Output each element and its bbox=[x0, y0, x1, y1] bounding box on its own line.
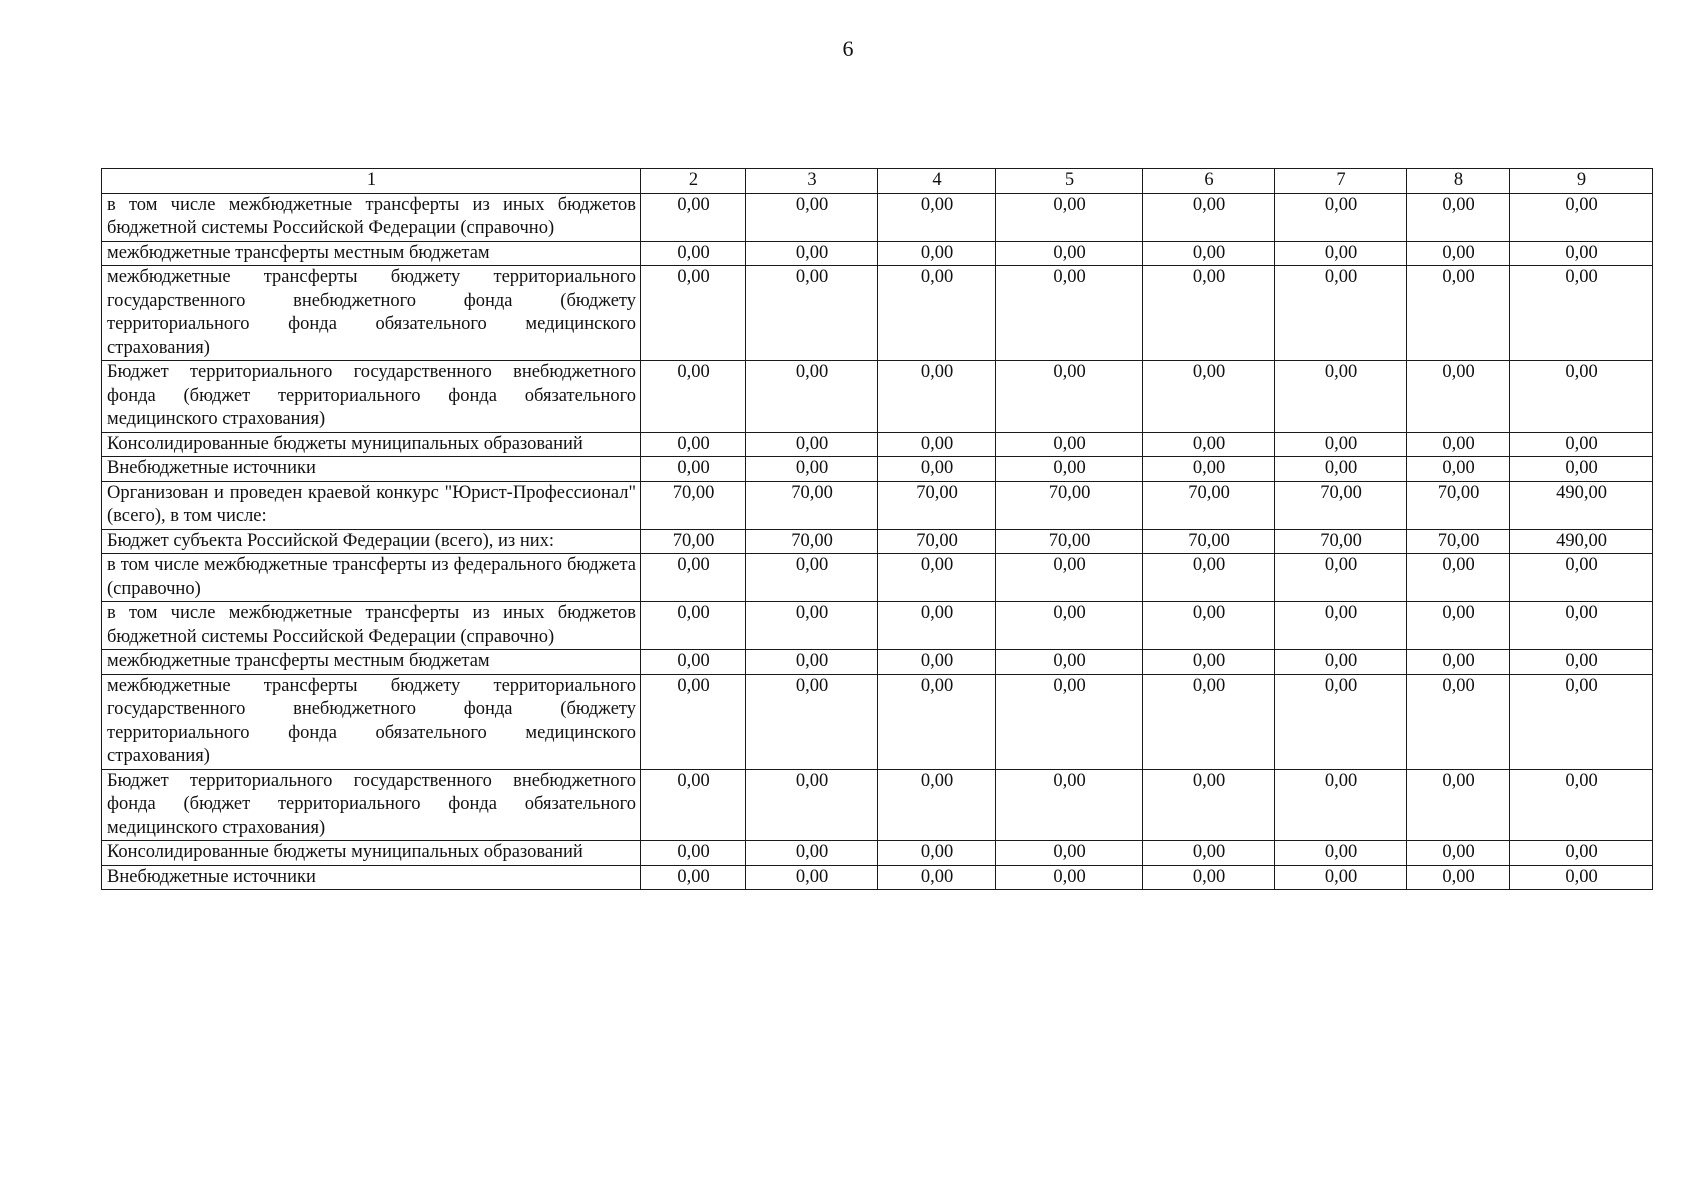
value-cell: 0,00 bbox=[1510, 241, 1653, 266]
table-row bbox=[102, 554, 1653, 602]
value-cell: 0,00 bbox=[878, 361, 996, 433]
table-row bbox=[102, 481, 1653, 529]
value-cell: 0,00 bbox=[1275, 769, 1407, 841]
column-header-6: 6 bbox=[1143, 169, 1275, 194]
value-cell: 0,00 bbox=[878, 865, 996, 890]
column-header-9: 9 bbox=[1510, 169, 1653, 194]
value-cell: 0,00 bbox=[878, 602, 996, 650]
value-cell: 0,00 bbox=[641, 674, 746, 769]
value-cell: 0,00 bbox=[878, 769, 996, 841]
row-label: Внебюджетные источники bbox=[102, 865, 641, 890]
value-cell: 70,00 bbox=[1143, 481, 1275, 529]
table-row bbox=[102, 241, 1653, 266]
value-cell: 0,00 bbox=[1510, 554, 1653, 602]
value-cell: 70,00 bbox=[996, 529, 1143, 554]
header-row bbox=[102, 169, 1653, 194]
value-cell: 0,00 bbox=[996, 602, 1143, 650]
value-cell: 70,00 bbox=[878, 529, 996, 554]
value-cell: 0,00 bbox=[878, 193, 996, 241]
value-cell: 0,00 bbox=[641, 241, 746, 266]
value-cell: 0,00 bbox=[1407, 554, 1510, 602]
value-cell: 0,00 bbox=[996, 841, 1143, 866]
value-cell: 0,00 bbox=[641, 457, 746, 482]
value-cell: 0,00 bbox=[641, 650, 746, 675]
value-cell: 0,00 bbox=[1407, 457, 1510, 482]
value-cell: 0,00 bbox=[746, 602, 878, 650]
value-cell: 0,00 bbox=[1510, 865, 1653, 890]
value-cell: 0,00 bbox=[1275, 266, 1407, 361]
value-cell: 0,00 bbox=[996, 241, 1143, 266]
value-cell: 0,00 bbox=[878, 266, 996, 361]
value-cell: 0,00 bbox=[1275, 650, 1407, 675]
value-cell: 0,00 bbox=[1275, 361, 1407, 433]
value-cell: 70,00 bbox=[1275, 481, 1407, 529]
value-cell: 0,00 bbox=[1143, 841, 1275, 866]
value-cell: 0,00 bbox=[1275, 602, 1407, 650]
row-label: Бюджет субъекта Российской Федерации (всего), из них: bbox=[102, 529, 641, 554]
column-header-1: 1 bbox=[102, 169, 641, 194]
value-cell: 0,00 bbox=[996, 361, 1143, 433]
value-cell: 0,00 bbox=[641, 602, 746, 650]
value-cell: 0,00 bbox=[1407, 674, 1510, 769]
value-cell: 0,00 bbox=[1407, 602, 1510, 650]
value-cell: 0,00 bbox=[1143, 865, 1275, 890]
value-cell: 0,00 bbox=[746, 769, 878, 841]
value-cell: 0,00 bbox=[1275, 674, 1407, 769]
column-header-7: 7 bbox=[1275, 169, 1407, 194]
value-cell: 0,00 bbox=[996, 266, 1143, 361]
value-cell: 0,00 bbox=[1510, 361, 1653, 433]
value-cell: 0,00 bbox=[996, 769, 1143, 841]
row-label: Консолидированные бюджеты муниципальных образований bbox=[102, 432, 641, 457]
value-cell: 0,00 bbox=[1275, 193, 1407, 241]
value-cell: 0,00 bbox=[746, 554, 878, 602]
value-cell: 0,00 bbox=[1510, 769, 1653, 841]
value-cell: 0,00 bbox=[746, 650, 878, 675]
column-header-4: 4 bbox=[878, 169, 996, 194]
column-header-3: 3 bbox=[746, 169, 878, 194]
table-row bbox=[102, 769, 1653, 841]
row-label: в том числе межбюджетные трансферты из иных бюджетов бюджетной системы Российской Федерации (справочно) bbox=[102, 193, 641, 241]
table-row bbox=[102, 361, 1653, 433]
value-cell: 0,00 bbox=[1407, 266, 1510, 361]
column-header-2: 2 bbox=[641, 169, 746, 194]
row-label: межбюджетные трансферты местным бюджетам bbox=[102, 241, 641, 266]
table-row bbox=[102, 529, 1653, 554]
value-cell: 0,00 bbox=[746, 841, 878, 866]
value-cell: 0,00 bbox=[1407, 432, 1510, 457]
value-cell: 0,00 bbox=[878, 457, 996, 482]
value-cell: 0,00 bbox=[1407, 769, 1510, 841]
value-cell: 0,00 bbox=[1275, 457, 1407, 482]
value-cell: 0,00 bbox=[746, 674, 878, 769]
value-cell: 0,00 bbox=[1143, 650, 1275, 675]
value-cell: 490,00 bbox=[1510, 529, 1653, 554]
value-cell: 490,00 bbox=[1510, 481, 1653, 529]
value-cell: 0,00 bbox=[1510, 602, 1653, 650]
value-cell: 0,00 bbox=[746, 457, 878, 482]
value-cell: 0,00 bbox=[641, 266, 746, 361]
value-cell: 70,00 bbox=[996, 481, 1143, 529]
value-cell: 0,00 bbox=[1143, 554, 1275, 602]
column-header-5: 5 bbox=[996, 169, 1143, 194]
value-cell: 0,00 bbox=[1407, 650, 1510, 675]
row-label: межбюджетные трансферты бюджету территориального государственного внебюджетного фонда (бюджету территориального фонда обязательного медицинского страхования) bbox=[102, 266, 641, 361]
value-cell: 0,00 bbox=[1143, 266, 1275, 361]
value-cell: 0,00 bbox=[996, 432, 1143, 457]
value-cell: 0,00 bbox=[1407, 865, 1510, 890]
value-cell: 0,00 bbox=[641, 841, 746, 866]
value-cell: 0,00 bbox=[878, 432, 996, 457]
table-row bbox=[102, 674, 1653, 769]
value-cell: 0,00 bbox=[746, 361, 878, 433]
table-body bbox=[102, 193, 1653, 890]
value-cell: 0,00 bbox=[996, 554, 1143, 602]
value-cell: 0,00 bbox=[1407, 193, 1510, 241]
row-label: межбюджетные трансферты местным бюджетам bbox=[102, 650, 641, 675]
value-cell: 0,00 bbox=[1143, 432, 1275, 457]
value-cell: 0,00 bbox=[746, 266, 878, 361]
table-row bbox=[102, 602, 1653, 650]
value-cell: 0,00 bbox=[641, 432, 746, 457]
value-cell: 0,00 bbox=[996, 193, 1143, 241]
row-label: Бюджет территориального государственного внебюджетного фонда (бюджет территориального фонда обязательного медицинского страхования) bbox=[102, 769, 641, 841]
table-row bbox=[102, 266, 1653, 361]
value-cell: 0,00 bbox=[746, 193, 878, 241]
table-row bbox=[102, 650, 1653, 675]
value-cell: 0,00 bbox=[1275, 865, 1407, 890]
value-cell: 0,00 bbox=[641, 554, 746, 602]
value-cell: 0,00 bbox=[1143, 361, 1275, 433]
value-cell: 0,00 bbox=[641, 193, 746, 241]
page-number: 6 bbox=[842, 36, 854, 61]
value-cell: 0,00 bbox=[746, 241, 878, 266]
value-cell: 70,00 bbox=[1275, 529, 1407, 554]
value-cell: 0,00 bbox=[878, 554, 996, 602]
value-cell: 0,00 bbox=[1407, 241, 1510, 266]
value-cell: 0,00 bbox=[1510, 432, 1653, 457]
value-cell: 70,00 bbox=[641, 481, 746, 529]
value-cell: 0,00 bbox=[1143, 602, 1275, 650]
column-header-8: 8 bbox=[1407, 169, 1510, 194]
value-cell: 0,00 bbox=[996, 674, 1143, 769]
value-cell: 0,00 bbox=[996, 650, 1143, 675]
value-cell: 0,00 bbox=[1143, 674, 1275, 769]
value-cell: 0,00 bbox=[1275, 241, 1407, 266]
value-cell: 0,00 bbox=[746, 432, 878, 457]
value-cell: 0,00 bbox=[1275, 554, 1407, 602]
table-row bbox=[102, 865, 1653, 890]
value-cell: 0,00 bbox=[746, 865, 878, 890]
value-cell: 0,00 bbox=[1407, 841, 1510, 866]
value-cell: 70,00 bbox=[746, 481, 878, 529]
value-cell: 0,00 bbox=[878, 841, 996, 866]
value-cell: 70,00 bbox=[1407, 481, 1510, 529]
value-cell: 0,00 bbox=[878, 674, 996, 769]
table-row bbox=[102, 457, 1653, 482]
value-cell: 70,00 bbox=[878, 481, 996, 529]
value-cell: 0,00 bbox=[641, 865, 746, 890]
value-cell: 0,00 bbox=[996, 457, 1143, 482]
value-cell: 0,00 bbox=[1510, 650, 1653, 675]
value-cell: 0,00 bbox=[641, 769, 746, 841]
value-cell: 0,00 bbox=[1510, 457, 1653, 482]
table-row bbox=[102, 193, 1653, 241]
value-cell: 0,00 bbox=[878, 241, 996, 266]
value-cell: 70,00 bbox=[1143, 529, 1275, 554]
budget-table bbox=[101, 168, 1653, 890]
row-label: в том числе межбюджетные трансферты из иных бюджетов бюджетной системы Российской Федерации (справочно) bbox=[102, 602, 641, 650]
value-cell: 0,00 bbox=[1275, 841, 1407, 866]
table-row bbox=[102, 432, 1653, 457]
value-cell: 0,00 bbox=[1143, 769, 1275, 841]
value-cell: 0,00 bbox=[1510, 266, 1653, 361]
value-cell: 0,00 bbox=[1407, 361, 1510, 433]
row-label: Бюджет территориального государственного внебюджетного фонда (бюджет территориального фонда обязательного медицинского страхования) bbox=[102, 361, 641, 433]
table-row bbox=[102, 841, 1653, 866]
value-cell: 0,00 bbox=[1143, 193, 1275, 241]
value-cell: 70,00 bbox=[1407, 529, 1510, 554]
value-cell: 0,00 bbox=[1143, 457, 1275, 482]
row-label: Внебюджетные источники bbox=[102, 457, 641, 482]
value-cell: 0,00 bbox=[1510, 193, 1653, 241]
row-label: Организован и проведен краевой конкурс "Юрист-Профессионал" (всего), в том числе: bbox=[102, 481, 641, 529]
value-cell: 0,00 bbox=[1275, 432, 1407, 457]
value-cell: 0,00 bbox=[641, 361, 746, 433]
value-cell: 0,00 bbox=[1510, 841, 1653, 866]
value-cell: 0,00 bbox=[1143, 241, 1275, 266]
value-cell: 0,00 bbox=[1510, 674, 1653, 769]
value-cell: 0,00 bbox=[996, 865, 1143, 890]
row-label: межбюджетные трансферты бюджету территориального государственного внебюджетного фонда (бюджету территориального фонда обязательного медицинского страхования) bbox=[102, 674, 641, 769]
row-label: Консолидированные бюджеты муниципальных образований bbox=[102, 841, 641, 866]
value-cell: 70,00 bbox=[746, 529, 878, 554]
value-cell: 0,00 bbox=[878, 650, 996, 675]
row-label: в том числе межбюджетные трансферты из федерального бюджета (справочно) bbox=[102, 554, 641, 602]
value-cell: 70,00 bbox=[641, 529, 746, 554]
